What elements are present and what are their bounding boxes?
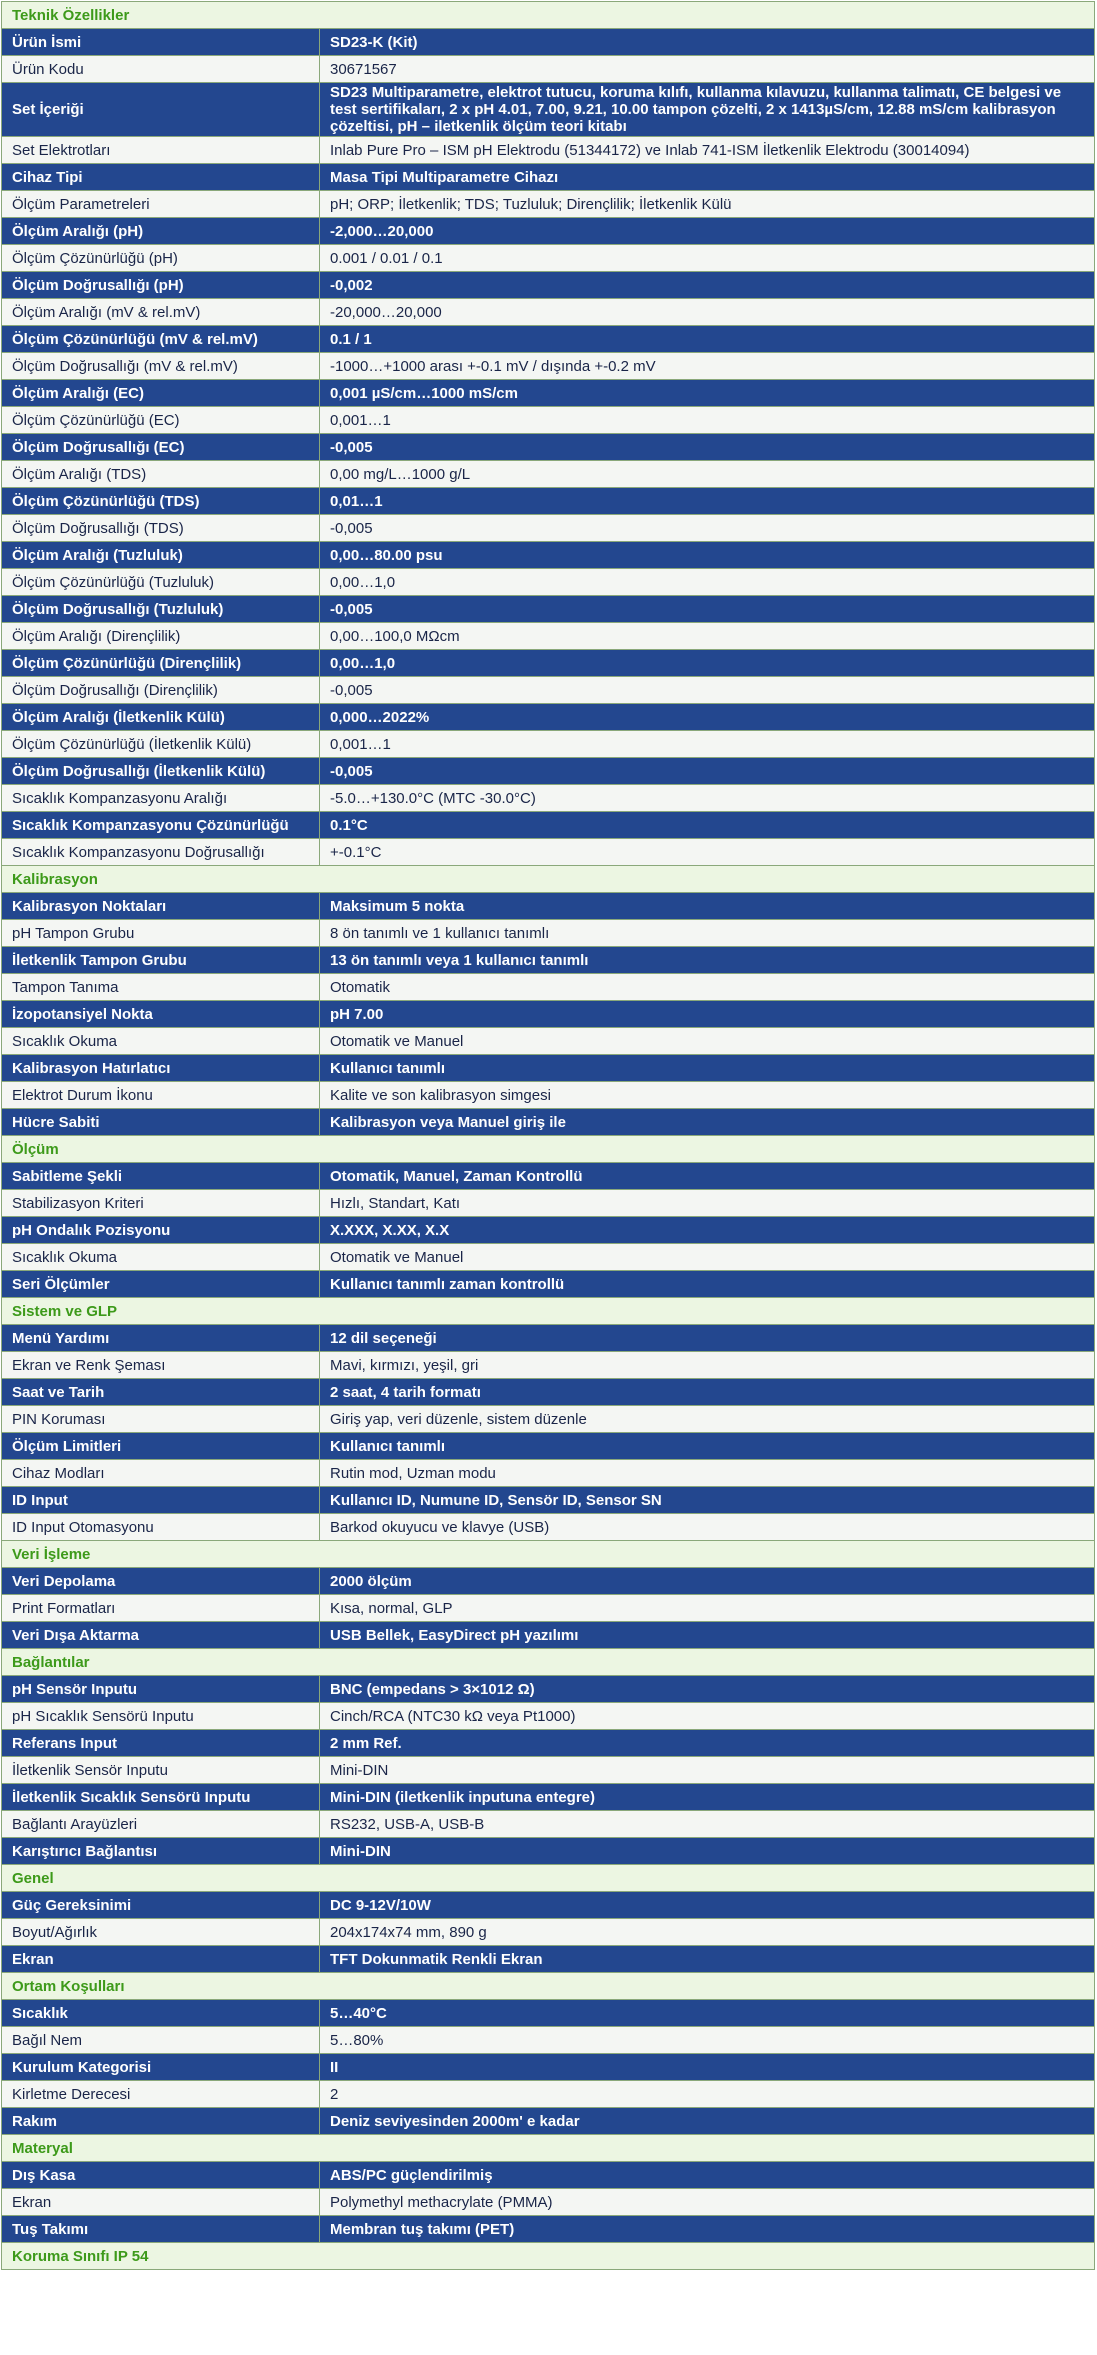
spec-label: Saat ve Tarih xyxy=(2,1379,320,1406)
spec-value: Inlab Pure Pro – ISM pH Elektrodu (51344172) ve Inlab 741-ISM İletkenlik Elektrodu (30014094) xyxy=(320,137,1095,164)
table-row xyxy=(2,1811,1095,1838)
spec-value: Kullanıcı tanımlı xyxy=(320,1433,1095,1460)
table-row xyxy=(2,56,1095,83)
spec-value: X.XXX, X.XX, X.X xyxy=(320,1217,1095,1244)
spec-label: Ölçüm Aralığı (Dirençlilik) xyxy=(2,623,320,650)
spec-value: 0,00…1,0 xyxy=(320,650,1095,677)
table-row xyxy=(2,1109,1095,1136)
table-row xyxy=(2,704,1095,731)
spec-value: -1000…+1000 arası +-0.1 mV / dışında +-0.2 mV xyxy=(320,353,1095,380)
table-row xyxy=(2,1892,1095,1919)
table-row xyxy=(2,974,1095,1001)
spec-label: Kurulum Kategorisi xyxy=(2,2054,320,2081)
spec-label: Cihaz Modları xyxy=(2,1460,320,1487)
section-header xyxy=(2,1136,1095,1163)
section-title: Kalibrasyon xyxy=(2,866,1095,893)
table-row xyxy=(2,1001,1095,1028)
table-row xyxy=(2,218,1095,245)
spec-label: Elektrot Durum İkonu xyxy=(2,1082,320,1109)
spec-label: İletkenlik Tampon Grubu xyxy=(2,947,320,974)
spec-label: İzopotansiyel Nokta xyxy=(2,1001,320,1028)
spec-value: DC 9-12V/10W xyxy=(320,1892,1095,1919)
spec-label: Ölçüm Doğrusallığı (TDS) xyxy=(2,515,320,542)
spec-label: Set İçeriği xyxy=(2,83,320,137)
spec-value: Otomatik ve Manuel xyxy=(320,1244,1095,1271)
spec-label: Sabitleme Şekli xyxy=(2,1163,320,1190)
table-row xyxy=(2,785,1095,812)
spec-value: Hızlı, Standart, Katı xyxy=(320,1190,1095,1217)
spec-label: Tuş Takımı xyxy=(2,2216,320,2243)
section-header xyxy=(2,2243,1095,2270)
spec-label: ID Input Otomasyonu xyxy=(2,1514,320,1541)
spec-label: Tampon Tanıma xyxy=(2,974,320,1001)
spec-value: 0,000…2022% xyxy=(320,704,1095,731)
section-header xyxy=(2,1973,1095,2000)
spec-value: 8 ön tanımlı ve 1 kullanıcı tanımlı xyxy=(320,920,1095,947)
spec-value: 2 mm Ref. xyxy=(320,1730,1095,1757)
table-row xyxy=(2,812,1095,839)
spec-label: Ölçüm Aralığı (Tuzluluk) xyxy=(2,542,320,569)
table-row xyxy=(2,2000,1095,2027)
spec-label: Güç Gereksinimi xyxy=(2,1892,320,1919)
section-title: Sistem ve GLP xyxy=(2,1298,1095,1325)
table-row xyxy=(2,1325,1095,1352)
spec-value: Masa Tipi Multiparametre Cihazı xyxy=(320,164,1095,191)
spec-value: -0,005 xyxy=(320,434,1095,461)
spec-value: 204x174x74 mm, 890 g xyxy=(320,1919,1095,1946)
table-row xyxy=(2,1514,1095,1541)
spec-label: Sıcaklık Kompanzasyonu Çözünürlüğü xyxy=(2,812,320,839)
spec-label: Print Formatları xyxy=(2,1595,320,1622)
table-row xyxy=(2,839,1095,866)
spec-label: Ölçüm Doğrusallığı (mV & rel.mV) xyxy=(2,353,320,380)
spec-label: Cihaz Tipi xyxy=(2,164,320,191)
spec-label: Veri Depolama xyxy=(2,1568,320,1595)
spec-label: Ölçüm Doğrusallığı (pH) xyxy=(2,272,320,299)
table-row xyxy=(2,758,1095,785)
table-row xyxy=(2,2162,1095,2189)
spec-label: Ölçüm Çözünürlüğü (İletkenlik Külü) xyxy=(2,731,320,758)
table-row xyxy=(2,596,1095,623)
spec-value: RS232, USB-A, USB-B xyxy=(320,1811,1095,1838)
spec-value: USB Bellek, EasyDirect pH yazılımı xyxy=(320,1622,1095,1649)
spec-value: Kullanıcı tanımlı xyxy=(320,1055,1095,1082)
spec-value: Mavi, kırmızı, yeşil, gri xyxy=(320,1352,1095,1379)
spec-value: -0,005 xyxy=(320,758,1095,785)
spec-value: 0,00…80.00 psu xyxy=(320,542,1095,569)
spec-value: 0,001…1 xyxy=(320,407,1095,434)
spec-value: 0.1°C xyxy=(320,812,1095,839)
table-row xyxy=(2,1379,1095,1406)
table-row xyxy=(2,947,1095,974)
spec-label: Ölçüm Çözünürlüğü (EC) xyxy=(2,407,320,434)
table-row xyxy=(2,650,1095,677)
spec-value: 2 saat, 4 tarih formatı xyxy=(320,1379,1095,1406)
spec-label: Ölçüm Doğrusallığı (EC) xyxy=(2,434,320,461)
table-row xyxy=(2,380,1095,407)
spec-label: Kalibrasyon Hatırlatıcı xyxy=(2,1055,320,1082)
spec-label: Karıştırıcı Bağlantısı xyxy=(2,1838,320,1865)
spec-label: Sıcaklık Okuma xyxy=(2,1028,320,1055)
table-row xyxy=(2,461,1095,488)
spec-label: Ölçüm Doğrusallığı (Dirençlilik) xyxy=(2,677,320,704)
section-header xyxy=(2,866,1095,893)
spec-label: Ölçüm Doğrusallığı (İletkenlik Külü) xyxy=(2,758,320,785)
table-row xyxy=(2,83,1095,137)
section-title: Teknik Özellikler xyxy=(2,2,1095,29)
spec-value: Membran tuş takımı (PET) xyxy=(320,2216,1095,2243)
table-row xyxy=(2,1406,1095,1433)
table-row xyxy=(2,2054,1095,2081)
section-title: Bağlantılar xyxy=(2,1649,1095,1676)
table-row xyxy=(2,29,1095,56)
spec-label: Ölçüm Çözünürlüğü (TDS) xyxy=(2,488,320,515)
table-row xyxy=(2,1190,1095,1217)
table-row xyxy=(2,326,1095,353)
section-header xyxy=(2,1298,1095,1325)
spec-value: -20,000…20,000 xyxy=(320,299,1095,326)
spec-label: Ölçüm Aralığı (EC) xyxy=(2,380,320,407)
table-row xyxy=(2,2108,1095,2135)
spec-label: Set Elektrotları xyxy=(2,137,320,164)
spec-label: Ölçüm Aralığı (İletkenlik Külü) xyxy=(2,704,320,731)
spec-label: Menü Yardımı xyxy=(2,1325,320,1352)
section-title: Genel xyxy=(2,1865,1095,1892)
spec-label: Stabilizasyon Kriteri xyxy=(2,1190,320,1217)
spec-value: Kalite ve son kalibrasyon simgesi xyxy=(320,1082,1095,1109)
table-row xyxy=(2,272,1095,299)
table-row xyxy=(2,677,1095,704)
spec-value: pH; ORP; İletkenlik; TDS; Tuzluluk; Dirençlilik; İletkenlik Külü xyxy=(320,191,1095,218)
spec-label: Ölçüm Aralığı (pH) xyxy=(2,218,320,245)
table-row xyxy=(2,1703,1095,1730)
spec-label: Seri Ölçümler xyxy=(2,1271,320,1298)
table-row xyxy=(2,1217,1095,1244)
table-row xyxy=(2,1433,1095,1460)
spec-label: Sıcaklık Kompanzasyonu Doğrusallığı xyxy=(2,839,320,866)
table-row xyxy=(2,920,1095,947)
table-row xyxy=(2,353,1095,380)
spec-label: Ölçüm Doğrusallığı (Tuzluluk) xyxy=(2,596,320,623)
spec-value: ABS/PC güçlendirilmiş xyxy=(320,2162,1095,2189)
table-row xyxy=(2,1784,1095,1811)
spec-value: 0.001 / 0.01 / 0.1 xyxy=(320,245,1095,272)
table-row xyxy=(2,1919,1095,1946)
spec-label: Ekran xyxy=(2,1946,320,1973)
table-row xyxy=(2,1838,1095,1865)
section-header xyxy=(2,2,1095,29)
spec-value: II xyxy=(320,2054,1095,2081)
table-row xyxy=(2,164,1095,191)
table-row xyxy=(2,407,1095,434)
table-row xyxy=(2,2189,1095,2216)
spec-label: Sıcaklık Okuma xyxy=(2,1244,320,1271)
spec-value: 2 xyxy=(320,2081,1095,2108)
section-title: Ölçüm xyxy=(2,1136,1095,1163)
spec-table xyxy=(1,1,1095,2270)
spec-value: 13 ön tanımlı veya 1 kullanıcı tanımlı xyxy=(320,947,1095,974)
spec-label: Sıcaklık xyxy=(2,2000,320,2027)
spec-value: 0,00 mg/L…1000 g/L xyxy=(320,461,1095,488)
spec-label: Ürün Kodu xyxy=(2,56,320,83)
table-row xyxy=(2,299,1095,326)
section-header xyxy=(2,1865,1095,1892)
section-header xyxy=(2,1541,1095,1568)
spec-value: -0,005 xyxy=(320,596,1095,623)
table-row xyxy=(2,1730,1095,1757)
spec-label: Kalibrasyon Noktaları xyxy=(2,893,320,920)
spec-value: Otomatik, Manuel, Zaman Kontrollü xyxy=(320,1163,1095,1190)
spec-label: Bağlantı Arayüzleri xyxy=(2,1811,320,1838)
spec-value: 0,00…100,0 MΩcm xyxy=(320,623,1095,650)
spec-label: Ölçüm Aralığı (TDS) xyxy=(2,461,320,488)
table-row xyxy=(2,2027,1095,2054)
section-title: Materyal xyxy=(2,2135,1095,2162)
table-row xyxy=(2,1244,1095,1271)
spec-value: Mini-DIN xyxy=(320,1757,1095,1784)
spec-label: İletkenlik Sensör Inputu xyxy=(2,1757,320,1784)
table-row xyxy=(2,569,1095,596)
spec-value: Rutin mod, Uzman modu xyxy=(320,1460,1095,1487)
table-row xyxy=(2,1460,1095,1487)
spec-label: Ölçüm Çözünürlüğü (pH) xyxy=(2,245,320,272)
spec-value: -2,000…20,000 xyxy=(320,218,1095,245)
table-row xyxy=(2,623,1095,650)
spec-label: Boyut/Ağırlık xyxy=(2,1919,320,1946)
spec-label: Referans Input xyxy=(2,1730,320,1757)
spec-label: Ekran xyxy=(2,2189,320,2216)
spec-table-body xyxy=(2,2,1095,2270)
spec-value: SD23 Multiparametre, elektrot tutucu, koruma kılıfı, kullanma kılavuzu, kullanma talimatı, CE belgesi ve test sertifikaları, 2 x pH 4.01, 7.00, 9.21, 10.00 tampon çözelti, 2 x 1413µS/cm, 12.88 mS/cm kalibrasyon çözeltisi, pH – iletkenlik ölçüm teori kitabı xyxy=(320,83,1095,137)
spec-value: 0,01…1 xyxy=(320,488,1095,515)
spec-value: pH 7.00 xyxy=(320,1001,1095,1028)
spec-label: Dış Kasa xyxy=(2,2162,320,2189)
table-row xyxy=(2,1595,1095,1622)
table-row xyxy=(2,2216,1095,2243)
spec-value: Kalibrasyon veya Manuel giriş ile xyxy=(320,1109,1095,1136)
spec-label: Sıcaklık Kompanzasyonu Aralığı xyxy=(2,785,320,812)
table-row xyxy=(2,434,1095,461)
spec-label: Ölçüm Parametreleri xyxy=(2,191,320,218)
table-row xyxy=(2,1082,1095,1109)
spec-value: 2000 ölçüm xyxy=(320,1568,1095,1595)
spec-label: pH Ondalık Pozisyonu xyxy=(2,1217,320,1244)
spec-value: -5.0…+130.0°C (MTC -30.0°C) xyxy=(320,785,1095,812)
spec-value: Cinch/RCA (NTC30 kΩ veya Pt1000) xyxy=(320,1703,1095,1730)
table-row xyxy=(2,893,1095,920)
spec-value: 30671567 xyxy=(320,56,1095,83)
spec-label: Ekran ve Renk Şeması xyxy=(2,1352,320,1379)
table-row xyxy=(2,1028,1095,1055)
spec-value: BNC (empedans > 3×1012 Ω) xyxy=(320,1676,1095,1703)
spec-label: PIN Koruması xyxy=(2,1406,320,1433)
table-row xyxy=(2,1271,1095,1298)
spec-value: Mini-DIN xyxy=(320,1838,1095,1865)
spec-label: ID Input xyxy=(2,1487,320,1514)
spec-value: Maksimum 5 nokta xyxy=(320,893,1095,920)
spec-label: Bağıl Nem xyxy=(2,2027,320,2054)
section-header xyxy=(2,2135,1095,2162)
spec-label: pH Sıcaklık Sensörü Inputu xyxy=(2,1703,320,1730)
table-row xyxy=(2,137,1095,164)
spec-label: pH Sensör Inputu xyxy=(2,1676,320,1703)
table-row xyxy=(2,1055,1095,1082)
table-row xyxy=(2,1163,1095,1190)
spec-label: Ölçüm Çözünürlüğü (mV & rel.mV) xyxy=(2,326,320,353)
section-title: Ortam Koşulları xyxy=(2,1973,1095,2000)
table-row xyxy=(2,515,1095,542)
section-header xyxy=(2,1649,1095,1676)
spec-label: Veri Dışa Aktarma xyxy=(2,1622,320,1649)
table-row xyxy=(2,191,1095,218)
table-row xyxy=(2,1676,1095,1703)
spec-value: 12 dil seçeneği xyxy=(320,1325,1095,1352)
spec-value: TFT Dokunmatik Renkli Ekran xyxy=(320,1946,1095,1973)
table-row xyxy=(2,1622,1095,1649)
table-row xyxy=(2,731,1095,758)
table-row xyxy=(2,488,1095,515)
spec-value: Otomatik ve Manuel xyxy=(320,1028,1095,1055)
table-row xyxy=(2,1568,1095,1595)
spec-value: 5…40°C xyxy=(320,2000,1095,2027)
spec-label: Kirletme Derecesi xyxy=(2,2081,320,2108)
spec-value: 5…80% xyxy=(320,2027,1095,2054)
spec-value: Deniz seviyesinden 2000m' e kadar xyxy=(320,2108,1095,2135)
spec-value: -0,005 xyxy=(320,515,1095,542)
section-title: Veri İşleme xyxy=(2,1541,1095,1568)
table-row xyxy=(2,542,1095,569)
spec-value: Mini-DIN (iletkenlik inputuna entegre) xyxy=(320,1784,1095,1811)
spec-value: SD23-K (Kit) xyxy=(320,29,1095,56)
table-row xyxy=(2,1757,1095,1784)
spec-value: Kullanıcı tanımlı zaman kontrollü xyxy=(320,1271,1095,1298)
spec-value: Kullanıcı ID, Numune ID, Sensör ID, Sensor SN xyxy=(320,1487,1095,1514)
spec-value: 0,00…1,0 xyxy=(320,569,1095,596)
spec-label: Ölçüm Limitleri xyxy=(2,1433,320,1460)
spec-label: İletkenlik Sıcaklık Sensörü Inputu xyxy=(2,1784,320,1811)
spec-value: 0,001…1 xyxy=(320,731,1095,758)
spec-value: Giriş yap, veri düzenle, sistem düzenle xyxy=(320,1406,1095,1433)
table-row xyxy=(2,245,1095,272)
table-row xyxy=(2,1487,1095,1514)
table-row xyxy=(2,1946,1095,1973)
spec-label: Ürün İsmi xyxy=(2,29,320,56)
section-title: Koruma Sınıfı IP 54 xyxy=(2,2243,1095,2270)
spec-value: Barkod okuyucu ve klavye (USB) xyxy=(320,1514,1095,1541)
table-row xyxy=(2,2081,1095,2108)
spec-label: Ölçüm Çözünürlüğü (Tuzluluk) xyxy=(2,569,320,596)
spec-value: 0,001 µS/cm…1000 mS/cm xyxy=(320,380,1095,407)
spec-label: Ölçüm Çözünürlüğü (Dirençlilik) xyxy=(2,650,320,677)
spec-label: Ölçüm Aralığı (mV & rel.mV) xyxy=(2,299,320,326)
spec-label: Hücre Sabiti xyxy=(2,1109,320,1136)
spec-label: Rakım xyxy=(2,2108,320,2135)
spec-label: pH Tampon Grubu xyxy=(2,920,320,947)
spec-value: -0,002 xyxy=(320,272,1095,299)
spec-value: Otomatik xyxy=(320,974,1095,1001)
spec-value: Kısa, normal, GLP xyxy=(320,1595,1095,1622)
spec-value: +-0.1°C xyxy=(320,839,1095,866)
spec-value: Polymethyl methacrylate (PMMA) xyxy=(320,2189,1095,2216)
spec-value: -0,005 xyxy=(320,677,1095,704)
spec-value: 0.1 / 1 xyxy=(320,326,1095,353)
table-row xyxy=(2,1352,1095,1379)
